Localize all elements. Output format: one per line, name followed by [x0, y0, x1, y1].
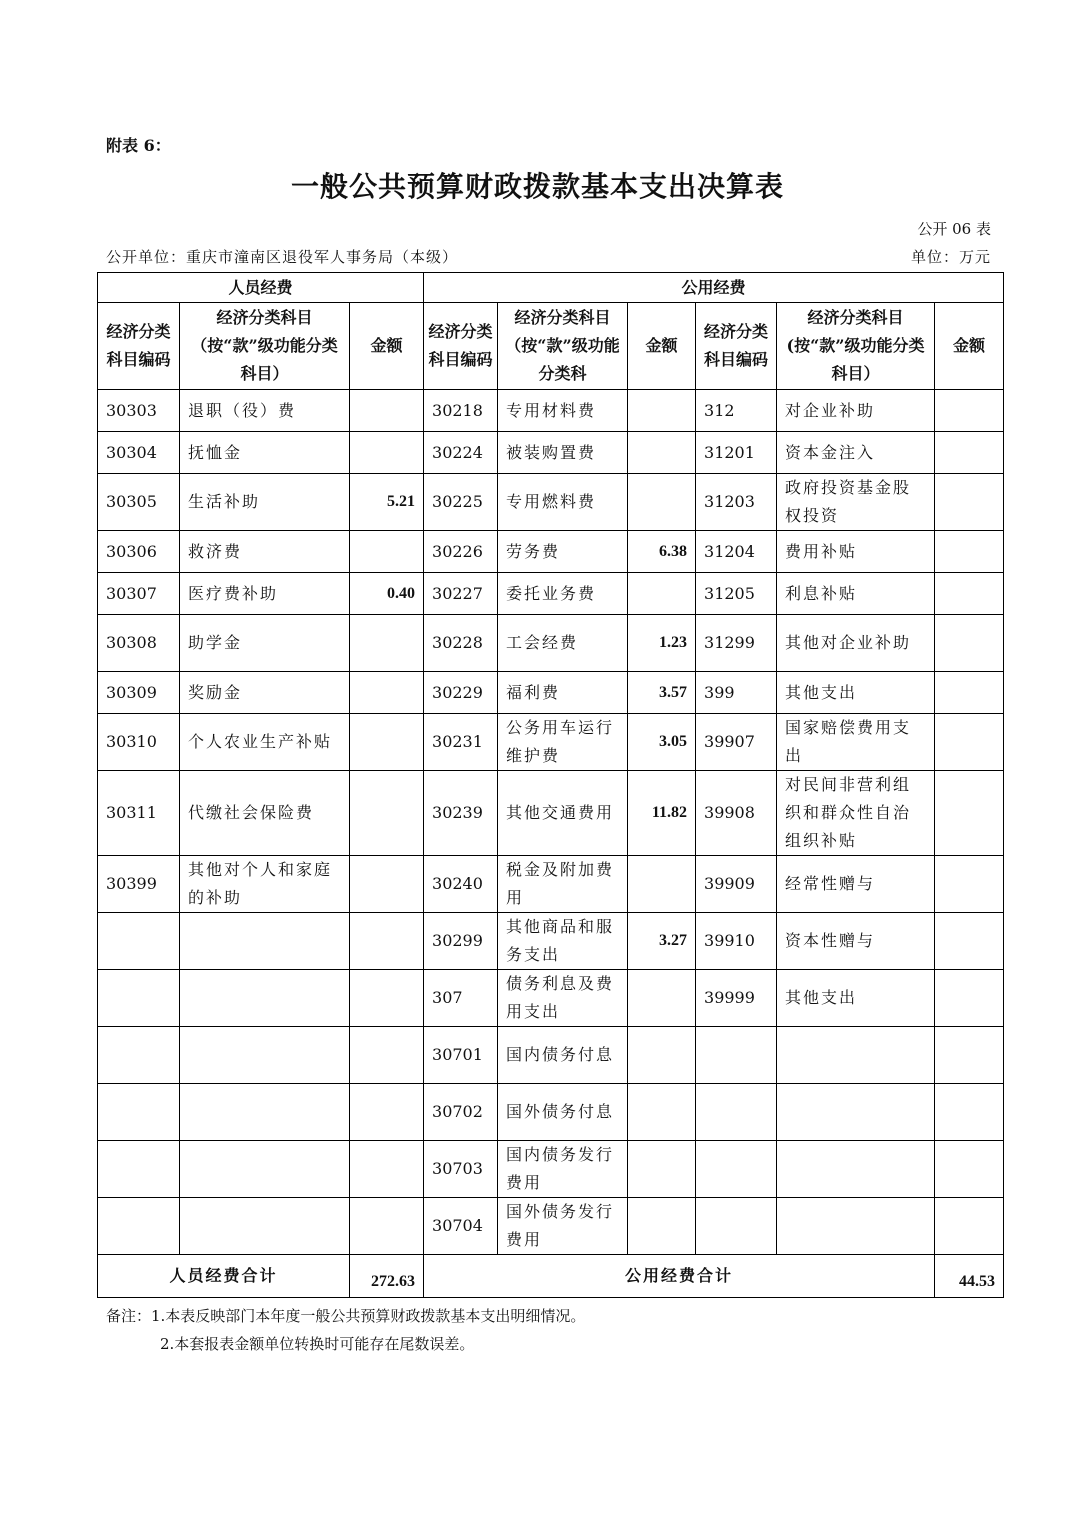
total-personnel-label: 人员经费合计	[98, 1255, 350, 1298]
code-cell	[98, 913, 180, 970]
code-cell: 30311	[98, 771, 180, 856]
amount-cell: 3.57	[628, 672, 696, 714]
name-cell: 奖励金	[180, 672, 350, 714]
table-row	[98, 1141, 1004, 1198]
amount-cell	[935, 856, 1004, 913]
name-cell: 资本性赠与	[777, 913, 935, 970]
code-cell: 30306	[98, 531, 180, 573]
name-cell: 国内债务发行费用	[498, 1141, 628, 1198]
code-cell: 39999	[696, 970, 777, 1027]
code-cell: 30701	[424, 1027, 498, 1084]
amount-cell	[350, 432, 424, 474]
amount-cell	[628, 474, 696, 531]
amount-cell	[935, 672, 1004, 714]
col-code-2: 经济分类科目编码	[424, 303, 498, 390]
name-cell: 经常性赠与	[777, 856, 935, 913]
code-cell: 30218	[424, 390, 498, 432]
form-number: 公开 06 表	[917, 220, 991, 238]
code-cell	[696, 1141, 777, 1198]
amount-cell	[935, 771, 1004, 856]
col-name-3: 经济分类科目(按“款”级功能分类科目）	[777, 303, 935, 390]
name-cell: 政府投资基金股权投资	[777, 474, 935, 531]
code-cell: 39907	[696, 714, 777, 771]
name-cell	[180, 1027, 350, 1084]
amount-cell: 1.23	[628, 615, 696, 672]
name-cell: 抚恤金	[180, 432, 350, 474]
note-2: 2.本套报表金额单位转换时可能存在尾数误差。	[160, 1335, 475, 1353]
total-public-label: 公用经费合计	[424, 1255, 935, 1298]
name-cell: 国内债务付息	[498, 1027, 628, 1084]
name-cell: 劳务费	[498, 531, 628, 573]
annex-label: 附表 6：	[106, 136, 171, 155]
code-cell: 30702	[424, 1084, 498, 1141]
amount-cell: 3.27	[628, 913, 696, 970]
code-cell: 39909	[696, 856, 777, 913]
reporting-unit: 公开单位：重庆市潼南区退役军人事务局（本级）	[106, 248, 459, 266]
code-cell: 31299	[696, 615, 777, 672]
name-cell	[180, 1084, 350, 1141]
amount-cell	[350, 1198, 424, 1255]
table-row	[98, 432, 1004, 474]
page-title: 一般公共预算财政拨款基本支出决算表	[290, 170, 784, 203]
table-row	[98, 1198, 1004, 1255]
code-cell: 30303	[98, 390, 180, 432]
name-cell	[777, 1198, 935, 1255]
amount-cell	[350, 531, 424, 573]
code-cell: 30225	[424, 474, 498, 531]
amount-cell	[350, 970, 424, 1027]
amount-cell	[935, 474, 1004, 531]
table-row	[98, 474, 1004, 531]
amount-cell	[628, 1198, 696, 1255]
code-cell: 31201	[696, 432, 777, 474]
code-cell: 30307	[98, 573, 180, 615]
currency-unit: 单位：万元	[910, 248, 991, 266]
code-cell	[98, 1198, 180, 1255]
code-cell: 31204	[696, 531, 777, 573]
col-name-2: 经济分类科目（按“款”级功能分类科	[498, 303, 628, 390]
name-cell: 专用燃料费	[498, 474, 628, 531]
name-cell: 费用补贴	[777, 531, 935, 573]
name-cell: 资本金注入	[777, 432, 935, 474]
col-code-3: 经济分类科目编码	[696, 303, 777, 390]
amount-cell	[628, 856, 696, 913]
notes	[106, 1302, 585, 1358]
group-personnel: 人员经费	[98, 273, 424, 303]
total-row	[98, 1255, 1004, 1298]
table-row	[98, 615, 1004, 672]
expenditure-table	[97, 272, 1004, 1298]
group-header-row	[98, 273, 1004, 303]
amount-cell	[350, 913, 424, 970]
name-cell: 其他支出	[777, 970, 935, 1027]
name-cell: 工会经费	[498, 615, 628, 672]
amount-cell	[935, 390, 1004, 432]
col-amount-1: 金额	[350, 303, 424, 390]
amount-cell	[350, 390, 424, 432]
name-cell: 国家赔偿费用支出	[777, 714, 935, 771]
code-cell	[98, 1084, 180, 1141]
amount-cell	[350, 771, 424, 856]
group-public: 公用经费	[424, 273, 1004, 303]
code-cell: 31205	[696, 573, 777, 615]
code-cell: 30305	[98, 474, 180, 531]
name-cell: 助学金	[180, 615, 350, 672]
table-row	[98, 913, 1004, 970]
amount-cell	[935, 432, 1004, 474]
code-cell: 30308	[98, 615, 180, 672]
code-cell: 30703	[424, 1141, 498, 1198]
amount-cell	[935, 970, 1004, 1027]
name-cell: 其他商品和服务支出	[498, 913, 628, 970]
amount-cell	[350, 672, 424, 714]
code-cell	[98, 970, 180, 1027]
table-row	[98, 531, 1004, 573]
code-cell	[98, 1141, 180, 1198]
amount-cell	[935, 714, 1004, 771]
name-cell: 其他对个人和家庭的补助	[180, 856, 350, 913]
amount-cell	[935, 1027, 1004, 1084]
table-row	[98, 1084, 1004, 1141]
code-cell	[98, 1027, 180, 1084]
name-cell: 生活补助	[180, 474, 350, 531]
amount-cell	[350, 1027, 424, 1084]
code-cell: 30240	[424, 856, 498, 913]
code-cell: 399	[696, 672, 777, 714]
code-cell: 30299	[424, 913, 498, 970]
code-cell: 30704	[424, 1198, 498, 1255]
table-row	[98, 771, 1004, 856]
table-row	[98, 1027, 1004, 1084]
amount-cell	[350, 714, 424, 771]
column-header-row	[98, 303, 1004, 390]
amount-cell: 5.21	[350, 474, 424, 531]
col-code-1: 经济分类科目编码	[98, 303, 180, 390]
code-cell	[696, 1084, 777, 1141]
amount-cell	[628, 1084, 696, 1141]
name-cell: 利息补贴	[777, 573, 935, 615]
name-cell	[777, 1084, 935, 1141]
amount-cell	[628, 1027, 696, 1084]
name-cell	[180, 1141, 350, 1198]
name-cell: 其他支出	[777, 672, 935, 714]
col-name-1: 经济分类科目（按“款”级功能分类科目）	[180, 303, 350, 390]
name-cell: 国外债务付息	[498, 1084, 628, 1141]
amount-cell: 0.40	[350, 573, 424, 615]
code-cell	[696, 1198, 777, 1255]
amount-cell: 6.38	[628, 531, 696, 573]
code-cell: 30304	[98, 432, 180, 474]
amount-cell	[628, 1141, 696, 1198]
code-cell: 39910	[696, 913, 777, 970]
name-cell	[180, 970, 350, 1027]
name-cell	[180, 1198, 350, 1255]
name-cell: 代缴社会保险费	[180, 771, 350, 856]
code-cell: 30226	[424, 531, 498, 573]
code-cell: 312	[696, 390, 777, 432]
amount-cell	[935, 531, 1004, 573]
name-cell: 个人农业生产补贴	[180, 714, 350, 771]
amount-cell	[628, 390, 696, 432]
code-cell: 30228	[424, 615, 498, 672]
name-cell: 退职（役）费	[180, 390, 350, 432]
table-row	[98, 714, 1004, 771]
code-cell	[696, 1027, 777, 1084]
name-cell: 医疗费补助	[180, 573, 350, 615]
table-row	[98, 970, 1004, 1027]
code-cell: 30224	[424, 432, 498, 474]
code-cell: 31203	[696, 474, 777, 531]
name-cell: 委托业务费	[498, 573, 628, 615]
amount-cell	[350, 615, 424, 672]
name-cell: 公务用车运行维护费	[498, 714, 628, 771]
name-cell: 救济费	[180, 531, 350, 573]
name-cell	[777, 1027, 935, 1084]
name-cell: 对企业补助	[777, 390, 935, 432]
amount-cell	[935, 573, 1004, 615]
amount-cell	[628, 573, 696, 615]
code-cell: 30309	[98, 672, 180, 714]
table-row	[98, 672, 1004, 714]
amount-cell	[628, 432, 696, 474]
name-cell: 对民间非营利组织和群众性自治组织补贴	[777, 771, 935, 856]
code-cell: 307	[424, 970, 498, 1027]
name-cell: 其他对企业补助	[777, 615, 935, 672]
name-cell: 专用材料费	[498, 390, 628, 432]
code-cell: 39908	[696, 771, 777, 856]
amount-cell	[935, 615, 1004, 672]
table-row	[98, 573, 1004, 615]
total-personnel-amount: 272.63	[350, 1255, 424, 1298]
amount-cell	[628, 970, 696, 1027]
amount-cell: 11.82	[628, 771, 696, 856]
col-amount-2: 金额	[628, 303, 696, 390]
name-cell: 被装购置费	[498, 432, 628, 474]
code-cell: 30239	[424, 771, 498, 856]
name-cell: 税金及附加费用	[498, 856, 628, 913]
note-1: 备注：1.本表反映部门本年度一般公共预算财政拨款基本支出明细情况。	[106, 1307, 586, 1325]
col-amount-3: 金额	[935, 303, 1004, 390]
code-cell: 30231	[424, 714, 498, 771]
code-cell: 30310	[98, 714, 180, 771]
table-row	[98, 390, 1004, 432]
amount-cell: 3.05	[628, 714, 696, 771]
code-cell: 30227	[424, 573, 498, 615]
amount-cell	[350, 856, 424, 913]
name-cell: 其他交通费用	[498, 771, 628, 856]
name-cell: 福利费	[498, 672, 628, 714]
amount-cell	[350, 1141, 424, 1198]
name-cell: 国外债务发行费用	[498, 1198, 628, 1255]
total-public-amount: 44.53	[935, 1255, 1004, 1298]
amount-cell	[935, 913, 1004, 970]
code-cell: 30399	[98, 856, 180, 913]
name-cell	[777, 1141, 935, 1198]
table-row	[98, 856, 1004, 913]
amount-cell	[350, 1084, 424, 1141]
amount-cell	[935, 1084, 1004, 1141]
code-cell: 30229	[424, 672, 498, 714]
amount-cell	[935, 1198, 1004, 1255]
name-cell: 债务利息及费用支出	[498, 970, 628, 1027]
amount-cell	[935, 1141, 1004, 1198]
name-cell	[180, 913, 350, 970]
